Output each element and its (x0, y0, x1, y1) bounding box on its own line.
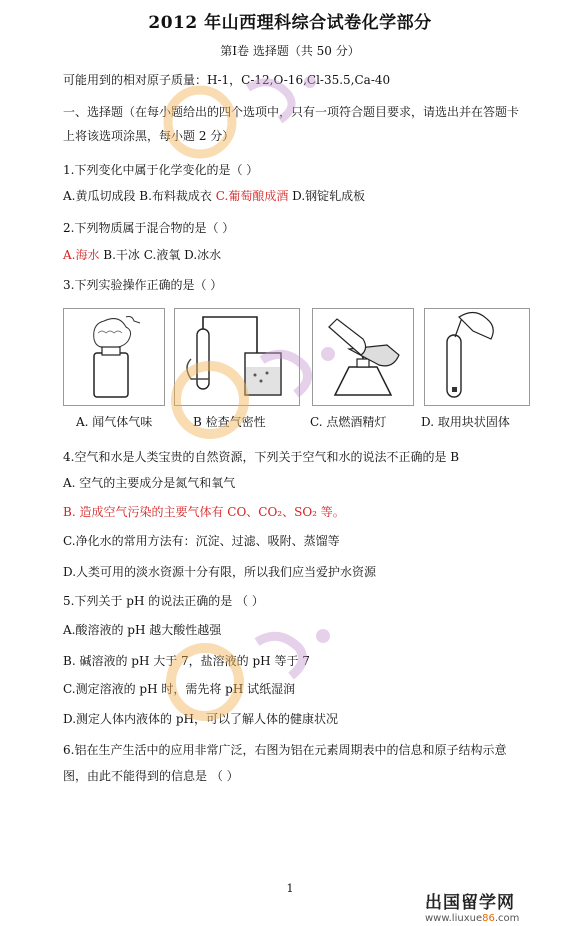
q1-option-d: D.钢锭轧成板 (288, 189, 366, 203)
q1-options-ab: A.黄瓜切成段 B.布料裁成衣 (63, 189, 216, 203)
site-brand[interactable] (425, 888, 575, 924)
q2-answer-option-a: A.海水 (63, 248, 100, 262)
page-title: 2012 年山西理科综合试卷化学部分 (148, 13, 432, 33)
section-subtitle: 第Ⅰ卷 选择题（共 50 分） (220, 44, 360, 58)
question-4-option-c: C.净化水的常用方法有：沉淀、过滤、吸附、蒸馏等 (63, 534, 340, 548)
caption-b: B 检查气密性 (193, 415, 266, 429)
question-6-stem-line1: 6.铝在生产生活中的应用非常广泛，右图为铝在元素周期表中的信息和原子结构示意 (63, 743, 507, 757)
question-4-option-a: A. 空气的主要成分是氮气和氧气 (63, 476, 236, 490)
figure-airtight-check (174, 308, 300, 406)
question-3-stem: 3.下列实验操作正确的是（ ） (63, 278, 223, 292)
question-1-options (63, 188, 533, 204)
brand-name: 出国留学网 (425, 893, 515, 913)
question-2-options (63, 247, 533, 263)
q1-answer-option-c: C.葡萄酿成酒 (215, 189, 289, 203)
figure-smell-gas (63, 308, 165, 406)
figure-alcohol-lamp (312, 308, 414, 406)
caption-a: A. 闻气体气味 (76, 415, 153, 429)
page-number: 1 (286, 882, 294, 895)
section-instructions-line1: 一、选择题（在每小题给出的四个选项中，只有一项符合题目要求，请选出并在答题卡 (63, 105, 520, 119)
q2-options-rest: B.干冰 C.液氧 D.冰水 (99, 248, 222, 262)
brand-url-highlight: 86 (482, 913, 495, 924)
question-5-stem: 5.下列关于 pH 的说法正确的是 （ ） (63, 594, 264, 608)
question-4-option-d: D.人类可用的淡水资源十分有限，所以我们应当爱护水资源 (63, 565, 377, 579)
question-5-option-c: C.测定溶液的 pH 时，需先将 pH 试纸湿润 (63, 682, 296, 696)
question-5-option-a: A.酸溶液的 pH 越大酸性越强 (63, 623, 222, 637)
question-1-stem: 1.下列变化中属于化学变化的是（ ） (63, 163, 259, 177)
brand-url[interactable] (425, 913, 575, 924)
question-2-stem: 2.下列物质属于混合物的是（ ） (63, 221, 235, 235)
question-4-stem: 4.空气和水是人类宝贵的自然资源，下列关于空气和水的说法不正确的是 B (63, 450, 460, 464)
question-6-stem-line2: 图，由此不能得到的信息是 （ ） (63, 769, 239, 783)
caption-c: C. 点燃酒精灯 (310, 415, 387, 429)
question-5-option-d: D.测定人体内液体的 pH，可以了解人体的健康状况 (63, 712, 338, 726)
question-5-option-b: B. 碱溶液的 pH 大于 7，盐溶液的 pH 等于 7 (63, 654, 310, 668)
question-4-answer-option-b: B. 造成空气污染的主要气体有 CO、CO₂、SO₂ 等。 (63, 505, 345, 519)
section-instructions-line2: 上将该选项涂黑，每小题 2 分） (63, 129, 235, 143)
brand-url-post: .com (494, 913, 520, 924)
caption-d: D. 取用块状固体 (421, 415, 510, 429)
atomic-masses-line: 可能用到的相对原子质量：H-1，C-12,O-16,Cl-35.5,Ca-40 (63, 73, 391, 87)
brand-url-pre: www.liuxue (425, 913, 483, 924)
figure-block-solid (424, 308, 530, 406)
